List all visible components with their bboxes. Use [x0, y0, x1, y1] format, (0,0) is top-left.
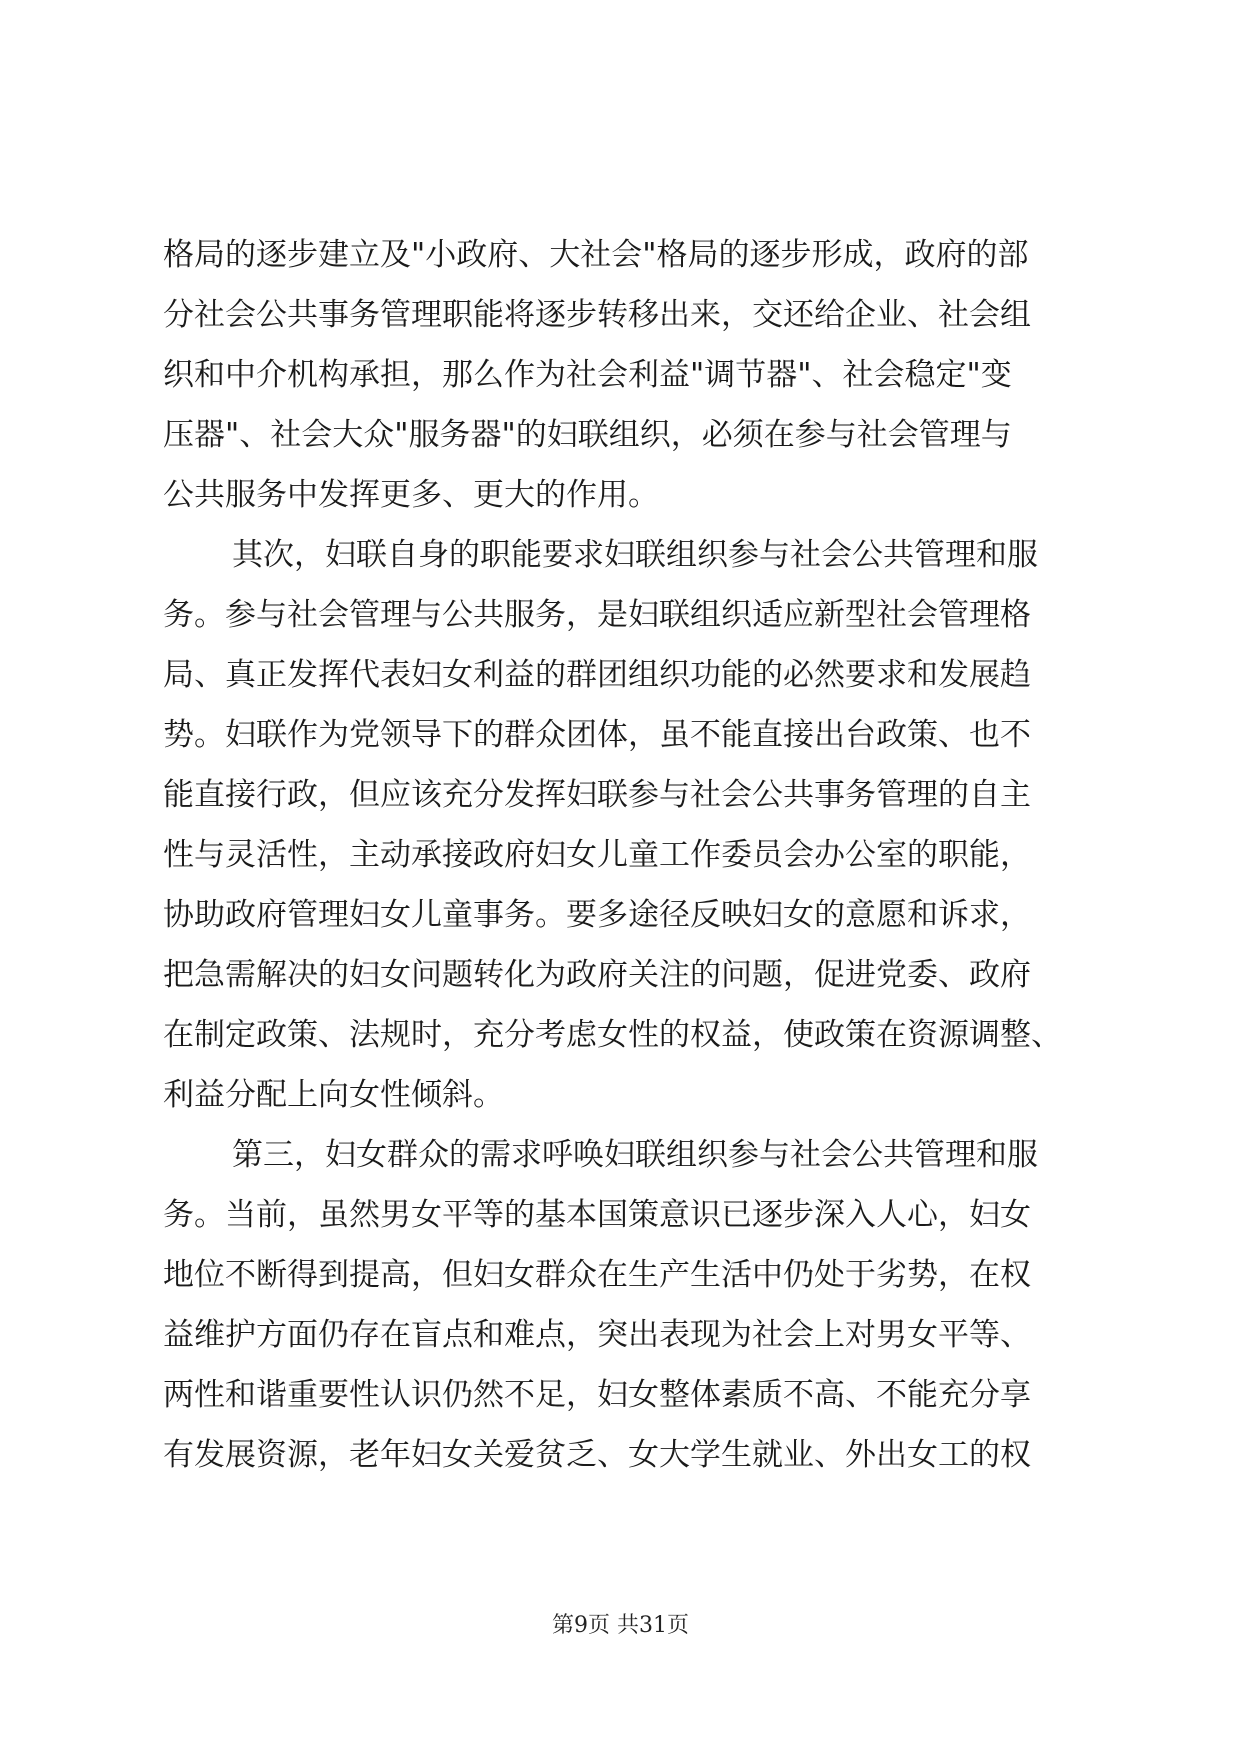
text-line: 局、真正发挥代表妇女利益的群团组织功能的必然要求和发展趋 [163, 657, 1031, 693]
text-line: 把急需解决的妇女问题转化为政府关注的问题，促进党委、政府 [163, 957, 1031, 993]
text-line: 利益分配上向女性倾斜。 [163, 1077, 504, 1113]
text-line: 有发展资源，老年妇女关爱贫乏、女大学生就业、外出女工的权 [163, 1437, 1031, 1473]
text-line: 性与灵活性，主动承接政府妇女儿童工作委员会办公室的职能， [163, 837, 1031, 873]
text-line: 织和中介机构承担，那么作为社会利益"调节器"、社会稳定"变 [163, 357, 1012, 393]
text-line: 公共服务中发挥更多、更大的作用。 [163, 477, 659, 513]
text-line: 能直接行政，但应该充分发挥妇联参与社会公共事务管理的自主 [163, 777, 1031, 813]
text-line: 在制定政策、法规时，充分考虑女性的权益，使政策在资源调整、 [163, 1017, 1062, 1053]
paragraph-start-line: 第三，妇女群众的需求呼唤妇联组织参与社会公共管理和服 [232, 1137, 1038, 1173]
text-line: 势。妇联作为党领导下的群众团体，虽不能直接出台政策、也不 [163, 717, 1031, 753]
text-line: 益维护方面仍存在盲点和难点，突出表现为社会上对男女平等、 [163, 1317, 1031, 1353]
text-line: 务。参与社会管理与公共服务，是妇联组织适应新型社会管理格 [163, 597, 1031, 633]
page-footer: 第9页 共31页 [552, 1613, 689, 1638]
text-line: 压器"、社会大众"服务器"的妇联组织，必须在参与社会管理与 [163, 417, 1012, 453]
text-line: 地位不断得到提高，但妇女群众在生产生活中仍处于劣势，在权 [163, 1257, 1031, 1293]
text-line: 协助政府管理妇女儿童事务。要多途径反映妇女的意愿和诉求， [163, 897, 1031, 933]
text-line: 两性和谐重要性认识仍然不足，妇女整体素质不高、不能充分享 [163, 1377, 1031, 1413]
text-line: 格局的逐步建立及"小政府、大社会"格局的逐步形成，政府的部 [163, 237, 1029, 273]
paragraph-start-line: 其次，妇联自身的职能要求妇联组织参与社会公共管理和服 [232, 537, 1038, 573]
text-line: 分社会公共事务管理职能将逐步转移出来，交还给企业、社会组 [163, 297, 1031, 333]
text-line: 务。当前，虽然男女平等的基本国策意识已逐步深入人心，妇女 [163, 1197, 1031, 1233]
